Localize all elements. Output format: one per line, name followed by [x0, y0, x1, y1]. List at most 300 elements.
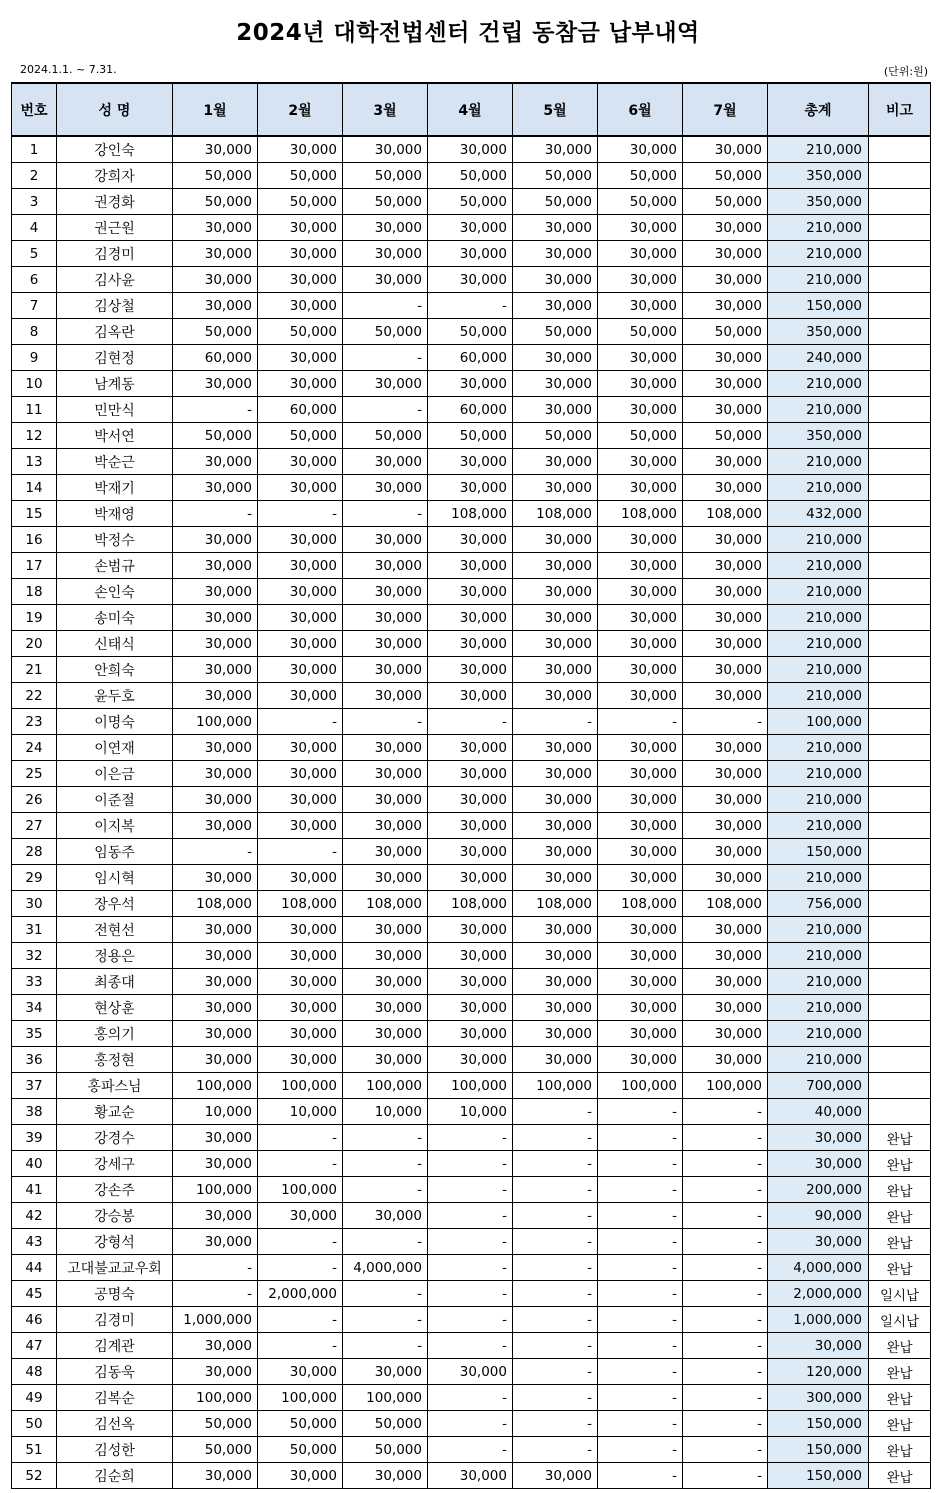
row-number: 18: [12, 579, 57, 605]
may-amount: 30,000: [513, 475, 598, 501]
member-name: 박서연: [57, 423, 173, 449]
jun-amount: -: [598, 1307, 683, 1333]
jan-amount: 30,000: [173, 241, 258, 267]
may-amount: 30,000: [513, 839, 598, 865]
member-name: 황교순: [57, 1099, 173, 1125]
note: [869, 735, 931, 761]
apr-amount: 30,000: [428, 475, 513, 501]
total-amount: 210,000: [768, 995, 869, 1021]
may-amount: 30,000: [513, 657, 598, 683]
table-row: [12, 1281, 931, 1307]
mar-amount: 30,000: [343, 1463, 428, 1489]
apr-amount: 30,000: [428, 631, 513, 657]
may-amount: 30,000: [513, 969, 598, 995]
table-row: [12, 397, 931, 423]
member-name: 전현선: [57, 917, 173, 943]
feb-amount: 30,000: [258, 241, 343, 267]
may-amount: -: [513, 1307, 598, 1333]
jul-amount: 30,000: [683, 657, 768, 683]
member-name: 박재영: [57, 501, 173, 527]
jan-amount: 30,000: [173, 1203, 258, 1229]
mar-amount: 30,000: [343, 1021, 428, 1047]
row-number: 19: [12, 605, 57, 631]
note: [869, 267, 931, 293]
table-row: [12, 163, 931, 189]
jan-amount: 30,000: [173, 1463, 258, 1489]
note: [869, 293, 931, 319]
mar-amount: -: [343, 501, 428, 527]
jan-amount: -: [173, 839, 258, 865]
jan-amount: 60,000: [173, 345, 258, 371]
mar-amount: 50,000: [343, 1411, 428, 1437]
note: [869, 397, 931, 423]
jan-amount: 30,000: [173, 631, 258, 657]
row-number: 34: [12, 995, 57, 1021]
feb-amount: 100,000: [258, 1385, 343, 1411]
jun-amount: 30,000: [598, 293, 683, 319]
row-number: 4: [12, 215, 57, 241]
mar-amount: 50,000: [343, 1437, 428, 1463]
apr-amount: 30,000: [428, 865, 513, 891]
mar-amount: 30,000: [343, 1047, 428, 1073]
feb-amount: 30,000: [258, 579, 343, 605]
member-name: 김동욱: [57, 1359, 173, 1385]
apr-amount: -: [428, 1437, 513, 1463]
mar-amount: 50,000: [343, 319, 428, 345]
table-row: [12, 501, 931, 527]
apr-amount: 30,000: [428, 1021, 513, 1047]
note: [869, 943, 931, 969]
table-row: [12, 189, 931, 215]
feb-amount: 30,000: [258, 345, 343, 371]
feb-amount: 30,000: [258, 995, 343, 1021]
total-amount: 30,000: [768, 1125, 869, 1151]
mar-amount: 30,000: [343, 1203, 428, 1229]
feb-amount: -: [258, 1333, 343, 1359]
jan-amount: 30,000: [173, 1359, 258, 1385]
jul-amount: 30,000: [683, 631, 768, 657]
jul-amount: 30,000: [683, 241, 768, 267]
apr-amount: 60,000: [428, 345, 513, 371]
row-number: 22: [12, 683, 57, 709]
jan-amount: 30,000: [173, 735, 258, 761]
table-row: [12, 787, 931, 813]
jan-amount: 100,000: [173, 709, 258, 735]
jan-amount: 30,000: [173, 267, 258, 293]
header-mar: 3월: [343, 83, 428, 136]
table-row: [12, 943, 931, 969]
jun-amount: -: [598, 1255, 683, 1281]
total-amount: 4,000,000: [768, 1255, 869, 1281]
jul-amount: 30,000: [683, 943, 768, 969]
page-title: 2024년 대학전법센터 건립 동참금 납부내역: [236, 20, 700, 46]
jan-amount: 30,000: [173, 293, 258, 319]
member-name: 이은금: [57, 761, 173, 787]
feb-amount: 30,000: [258, 787, 343, 813]
member-name: 민만식: [57, 397, 173, 423]
table-row: [12, 1099, 931, 1125]
feb-amount: 10,000: [258, 1099, 343, 1125]
note: [869, 1021, 931, 1047]
member-name: 윤두호: [57, 683, 173, 709]
note: [869, 215, 931, 241]
total-amount: 756,000: [768, 891, 869, 917]
table-row: [12, 241, 931, 267]
may-amount: 30,000: [513, 943, 598, 969]
note: [869, 995, 931, 1021]
table-row: [12, 345, 931, 371]
jun-amount: 30,000: [598, 865, 683, 891]
row-number: 50: [12, 1411, 57, 1437]
row-number: 17: [12, 553, 57, 579]
jul-amount: 30,000: [683, 553, 768, 579]
jan-amount: 30,000: [173, 969, 258, 995]
mar-amount: 30,000: [343, 631, 428, 657]
note: [869, 709, 931, 735]
member-name: 김성한: [57, 1437, 173, 1463]
mar-amount: 30,000: [343, 527, 428, 553]
row-number: 23: [12, 709, 57, 735]
member-name: 김옥란: [57, 319, 173, 345]
jun-amount: -: [598, 1385, 683, 1411]
mar-amount: 10,000: [343, 1099, 428, 1125]
feb-amount: 50,000: [258, 423, 343, 449]
jul-amount: -: [683, 1125, 768, 1151]
row-number: 13: [12, 449, 57, 475]
may-amount: 30,000: [513, 813, 598, 839]
jan-amount: 30,000: [173, 553, 258, 579]
table-row: [12, 631, 931, 657]
jan-amount: 30,000: [173, 761, 258, 787]
total-amount: 210,000: [768, 657, 869, 683]
header-apr: 4월: [428, 83, 513, 136]
jun-amount: 30,000: [598, 969, 683, 995]
note: [869, 761, 931, 787]
apr-amount: -: [428, 1255, 513, 1281]
feb-amount: 30,000: [258, 475, 343, 501]
mar-amount: 50,000: [343, 189, 428, 215]
jun-amount: 100,000: [598, 1073, 683, 1099]
row-number: 25: [12, 761, 57, 787]
mar-amount: 30,000: [343, 683, 428, 709]
jul-amount: 30,000: [683, 371, 768, 397]
unit-label: (단위:원): [883, 65, 928, 78]
jul-amount: 30,000: [683, 579, 768, 605]
jan-amount: 50,000: [173, 189, 258, 215]
member-name: 홍의기: [57, 1021, 173, 1047]
row-number: 29: [12, 865, 57, 891]
note: [869, 527, 931, 553]
jul-amount: -: [683, 1255, 768, 1281]
mar-amount: -: [343, 1307, 428, 1333]
note: 완납: [869, 1463, 931, 1489]
member-name: 최종대: [57, 969, 173, 995]
row-number: 36: [12, 1047, 57, 1073]
jan-amount: 30,000: [173, 865, 258, 891]
row-number: 38: [12, 1099, 57, 1125]
apr-amount: -: [428, 1411, 513, 1437]
row-number: 21: [12, 657, 57, 683]
may-amount: 30,000: [513, 215, 598, 241]
jul-amount: -: [683, 1229, 768, 1255]
row-number: 39: [12, 1125, 57, 1151]
row-number: 5: [12, 241, 57, 267]
jul-amount: 30,000: [683, 683, 768, 709]
feb-amount: 50,000: [258, 163, 343, 189]
may-amount: 30,000: [513, 527, 598, 553]
member-name: 정용은: [57, 943, 173, 969]
table-row: [12, 371, 931, 397]
jun-amount: 108,000: [598, 891, 683, 917]
may-amount: 30,000: [513, 553, 598, 579]
apr-amount: 30,000: [428, 579, 513, 605]
total-amount: 150,000: [768, 1411, 869, 1437]
member-name: 남계동: [57, 371, 173, 397]
header-jun: 6월: [598, 83, 683, 136]
jul-amount: 30,000: [683, 1047, 768, 1073]
jul-amount: 30,000: [683, 839, 768, 865]
member-name: 박정수: [57, 527, 173, 553]
header-name: 성 명: [57, 83, 173, 136]
may-amount: 50,000: [513, 423, 598, 449]
may-amount: 30,000: [513, 917, 598, 943]
note: [869, 631, 931, 657]
mar-amount: 30,000: [343, 475, 428, 501]
row-number: 41: [12, 1177, 57, 1203]
table-row: [12, 449, 931, 475]
payment-table: [11, 82, 931, 1489]
jul-amount: 30,000: [683, 475, 768, 501]
may-amount: 30,000: [513, 995, 598, 1021]
member-name: 김복순: [57, 1385, 173, 1411]
feb-amount: -: [258, 839, 343, 865]
note: [869, 449, 931, 475]
member-name: 임시혁: [57, 865, 173, 891]
jan-amount: 30,000: [173, 917, 258, 943]
row-number: 42: [12, 1203, 57, 1229]
apr-amount: 30,000: [428, 553, 513, 579]
member-name: 이지복: [57, 813, 173, 839]
apr-amount: 50,000: [428, 423, 513, 449]
jul-amount: -: [683, 1177, 768, 1203]
jun-amount: 30,000: [598, 579, 683, 605]
total-amount: 210,000: [768, 735, 869, 761]
jul-amount: -: [683, 1151, 768, 1177]
member-name: 임동주: [57, 839, 173, 865]
feb-amount: 30,000: [258, 553, 343, 579]
jun-amount: -: [598, 1151, 683, 1177]
may-amount: 30,000: [513, 397, 598, 423]
jun-amount: -: [598, 1177, 683, 1203]
total-amount: 210,000: [768, 631, 869, 657]
mar-amount: -: [343, 293, 428, 319]
jul-amount: 30,000: [683, 865, 768, 891]
mar-amount: 30,000: [343, 241, 428, 267]
mar-amount: -: [343, 397, 428, 423]
note: [869, 917, 931, 943]
apr-amount: -: [428, 1333, 513, 1359]
note: [869, 1099, 931, 1125]
total-amount: 210,000: [768, 397, 869, 423]
table-row: [12, 1229, 931, 1255]
total-amount: 210,000: [768, 267, 869, 293]
may-amount: -: [513, 1151, 598, 1177]
note: 완납: [869, 1359, 931, 1385]
table-row: [12, 1255, 931, 1281]
jun-amount: 50,000: [598, 189, 683, 215]
jan-amount: 10,000: [173, 1099, 258, 1125]
jul-amount: 30,000: [683, 969, 768, 995]
jul-amount: 30,000: [683, 813, 768, 839]
note: [869, 163, 931, 189]
jun-amount: -: [598, 1463, 683, 1489]
row-number: 44: [12, 1255, 57, 1281]
mar-amount: 30,000: [343, 839, 428, 865]
feb-amount: 30,000: [258, 1021, 343, 1047]
mar-amount: 30,000: [343, 943, 428, 969]
apr-amount: 30,000: [428, 449, 513, 475]
jun-amount: 30,000: [598, 787, 683, 813]
total-amount: 30,000: [768, 1333, 869, 1359]
row-number: 49: [12, 1385, 57, 1411]
mar-amount: 30,000: [343, 969, 428, 995]
jan-amount: 30,000: [173, 605, 258, 631]
member-name: 권경화: [57, 189, 173, 215]
jun-amount: 30,000: [598, 1021, 683, 1047]
jul-amount: 108,000: [683, 501, 768, 527]
note: [869, 241, 931, 267]
note: 일시납: [869, 1307, 931, 1333]
jun-amount: 30,000: [598, 995, 683, 1021]
jan-amount: 30,000: [173, 813, 258, 839]
total-amount: 90,000: [768, 1203, 869, 1229]
jun-amount: 30,000: [598, 371, 683, 397]
jun-amount: -: [598, 1437, 683, 1463]
mar-amount: -: [343, 1281, 428, 1307]
may-amount: 30,000: [513, 735, 598, 761]
jul-amount: -: [683, 709, 768, 735]
table-row: [12, 1333, 931, 1359]
apr-amount: -: [428, 1203, 513, 1229]
total-amount: 150,000: [768, 839, 869, 865]
note: 완납: [869, 1203, 931, 1229]
jan-amount: -: [173, 501, 258, 527]
member-name: 홍파스님: [57, 1073, 173, 1099]
row-number: 16: [12, 527, 57, 553]
may-amount: -: [513, 1437, 598, 1463]
table-row: [12, 683, 931, 709]
mar-amount: 30,000: [343, 813, 428, 839]
note: [869, 969, 931, 995]
feb-amount: 30,000: [258, 136, 343, 163]
mar-amount: -: [343, 1229, 428, 1255]
apr-amount: 30,000: [428, 995, 513, 1021]
row-number: 35: [12, 1021, 57, 1047]
mar-amount: 108,000: [343, 891, 428, 917]
member-name: 강형석: [57, 1229, 173, 1255]
jul-amount: -: [683, 1307, 768, 1333]
member-name: 김선옥: [57, 1411, 173, 1437]
jun-amount: 30,000: [598, 605, 683, 631]
total-amount: 350,000: [768, 163, 869, 189]
jan-amount: 30,000: [173, 449, 258, 475]
jun-amount: 30,000: [598, 397, 683, 423]
apr-amount: 30,000: [428, 241, 513, 267]
may-amount: 108,000: [513, 891, 598, 917]
apr-amount: -: [428, 1151, 513, 1177]
jul-amount: -: [683, 1385, 768, 1411]
header-no: 번호: [12, 83, 57, 136]
member-name: 송미숙: [57, 605, 173, 631]
row-number: 8: [12, 319, 57, 345]
apr-amount: 30,000: [428, 215, 513, 241]
apr-amount: 30,000: [428, 813, 513, 839]
row-number: 3: [12, 189, 57, 215]
jul-amount: 50,000: [683, 319, 768, 345]
table-row: [12, 267, 931, 293]
header-jul: 7월: [683, 83, 768, 136]
table-row: [12, 1047, 931, 1073]
row-number: 7: [12, 293, 57, 319]
feb-amount: 50,000: [258, 1437, 343, 1463]
row-number: 26: [12, 787, 57, 813]
mar-amount: 30,000: [343, 917, 428, 943]
jul-amount: 50,000: [683, 189, 768, 215]
jan-amount: -: [173, 1255, 258, 1281]
mar-amount: 30,000: [343, 1359, 428, 1385]
member-name: 김현정: [57, 345, 173, 371]
may-amount: 30,000: [513, 136, 598, 163]
mar-amount: 30,000: [343, 735, 428, 761]
row-number: 37: [12, 1073, 57, 1099]
jun-amount: -: [598, 1099, 683, 1125]
row-number: 46: [12, 1307, 57, 1333]
total-amount: 150,000: [768, 1463, 869, 1489]
feb-amount: 30,000: [258, 293, 343, 319]
jun-amount: -: [598, 1281, 683, 1307]
total-amount: 700,000: [768, 1073, 869, 1099]
table-row: [12, 839, 931, 865]
jun-amount: -: [598, 1125, 683, 1151]
note: 완납: [869, 1333, 931, 1359]
member-name: 강경수: [57, 1125, 173, 1151]
apr-amount: -: [428, 1177, 513, 1203]
member-name: 김상철: [57, 293, 173, 319]
jun-amount: 50,000: [598, 319, 683, 345]
jul-amount: -: [683, 1333, 768, 1359]
apr-amount: 100,000: [428, 1073, 513, 1099]
row-number: 52: [12, 1463, 57, 1489]
note: [869, 683, 931, 709]
may-amount: -: [513, 1359, 598, 1385]
table-row: [12, 527, 931, 553]
feb-amount: 30,000: [258, 449, 343, 475]
apr-amount: 30,000: [428, 136, 513, 163]
jan-amount: 100,000: [173, 1073, 258, 1099]
total-amount: 210,000: [768, 969, 869, 995]
jun-amount: 30,000: [598, 527, 683, 553]
feb-amount: 100,000: [258, 1073, 343, 1099]
apr-amount: 108,000: [428, 891, 513, 917]
member-name: 김사윤: [57, 267, 173, 293]
jul-amount: 30,000: [683, 293, 768, 319]
feb-amount: -: [258, 1307, 343, 1333]
note: [869, 839, 931, 865]
member-name: 이준절: [57, 787, 173, 813]
member-name: 고대불교교우회: [57, 1255, 173, 1281]
table-row: [12, 995, 931, 1021]
mar-amount: 30,000: [343, 449, 428, 475]
